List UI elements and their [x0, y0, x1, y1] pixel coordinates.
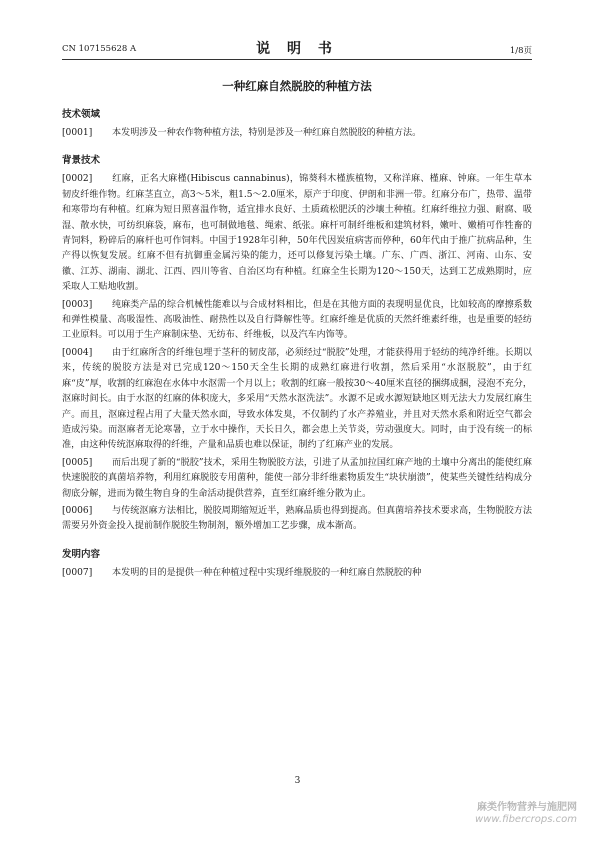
section-background-art [62, 154, 532, 534]
section-heading: 背景技术 [62, 155, 101, 167]
paragraph-number: [0007] [62, 567, 93, 578]
paragraph-text: 纯麻类产品的综合机械性能难以与合成材料相比，但是在其他方面的表现明显优良，比如较高的摩擦系数和弹性模量、高吸湿性、高吸油性、耐热性以及自行降解性等。红麻纤维是优质的天然纤维素纤维，也是重要的轻纺工业原料。可以用于生产麻制床垫、无纺布、纤维板，以及汽车内饰等。 [62, 299, 532, 341]
paragraph [62, 172, 532, 295]
document-type-title: 说 明 书 [256, 41, 338, 57]
paragraph-text: 红麻，正名大麻槿(Hibiscus cannabinus)，锦葵科木槿族植物，又称洋麻、槿麻、钟麻。一年生草本韧皮纤维作物。红麻茎直立，高3～5米，粗1.5～2.0厘米，原产于印度、伊朗和非洲一带。红麻分布广，热带、温带和寒带均有种植。红麻为短日照喜温作物，适宜排水良好、土质疏松肥沃的沙壤土种植。红麻纤维拉力强、耐腐、吸湿、散水快，可纺织麻袋，麻布，也可制做地毯、绳索、纸张。麻杆可制纤维板和建筑材料，嫩叶、嫩梢可作牲畜的青饲料，粉碎后的麻杆也可作饲料。中国于1928年引种，50年代因炭疽病害而停种，60年代由于推广抗病品种，生产得以恢复发展。红麻不但有抗御重金属污染的能力，还可以修复污染土壤。广东、广西、浙江、河南、山东、安徽、江苏、湖南、湖北、江西、四川等省、自治区均有种植。红麻全生长期为120～150天，达到工艺成熟期时，应采取人工贴地收割。 [62, 174, 532, 293]
watermark-url: www.fibercrops.com [475, 814, 577, 825]
paragraph-text: 而后出现了新的“脱胶”技术，采用生物脱胶方法，引进了从孟加拉国红麻产地的土壤中分离出的能使红麻快速脱胶的真菌培养物，利用红麻脱胶专用菌种，能使一部分非纤维素物质发生“块状崩溃”，使某些关键性结构成分彻底分解，进而为微生物自身的生命活动提供营养，直至红麻纤维分散为止。 [62, 457, 532, 499]
paragraph-number: [0003] [62, 299, 93, 310]
paragraph-text: 与传统沤麻方法相比，脱胶周期缩短近半，熟麻品质也得到提高。但真菌培养技术要求高，生物脱胶方法需要另外资金投入提前制作脱胶生物制剂，额外增加工艺步骤，成本渐高。 [62, 505, 532, 532]
paragraph [62, 126, 532, 141]
paragraph-number: [0005] [62, 457, 93, 468]
watermark-name: 麻类作物营养与施肥网 [477, 802, 577, 813]
paragraph-text: 本发明涉及一种农作物种植方法，特别是涉及一种红麻自然脱胶的种植方法。 [112, 128, 422, 138]
paragraph [62, 566, 532, 581]
paragraph [62, 504, 532, 535]
paragraph [62, 346, 532, 454]
site-watermark [475, 802, 577, 826]
section-technical-field [62, 108, 532, 141]
publication-number: CN 107155628 A [62, 44, 137, 54]
document-body [62, 108, 532, 594]
page-number: 3 [294, 776, 301, 786]
header-divider [62, 59, 532, 60]
page-indicator: 1/8页 [509, 46, 532, 56]
paragraph-text: 由于红麻所含的纤维包埋于茎秆的韧皮部，必须经过“脱胶”处理，才能获得用于轻纺的纯净纤维。长期以来，传统的脱胶方法是对已完成120～150天全生长期的成熟红麻进行收割，然后采用“水沤脱胶”，由于红麻“皮”厚，收割的红麻泡在水体中水沤需一个月以上；收割的红麻一般按30～40厘米直径的捆绑成捆，浸泡不充分，沤麻时间长。由于水沤的红麻的体积庞大，多采用“天然水沤洗法”。水源不足或水源短缺地区则无法大力发展红麻生产。而且，沤麻过程占用了大量天然水面，导致水体发臭，不仅制约了水产养殖业，并且对天然水系和附近空气都会造成污染。而沤麻者无论寒暑，立于水中操作，天长日久，都会患上关节炎，劳动强度大。同时，由于没有统一的标准，由这种传统沤麻取得的纤维，产量和品质也难以保证，制约了红麻产业的发展。 [62, 347, 532, 451]
paragraph-number: [0002] [62, 174, 93, 185]
section-heading: 发明内容 [62, 548, 101, 560]
section-summary [62, 548, 532, 581]
paragraph-text: 本发明的目的是提供一种在种植过程中实现纤维脱胶的一种红麻自然脱胶的种 [112, 567, 422, 578]
paragraph [62, 298, 532, 344]
paragraph-number: [0001] [62, 128, 93, 138]
page-header [62, 38, 532, 58]
section-heading: 技术领域 [62, 109, 101, 120]
invention-title: 一种红麻自然脱胶的种植方法 [222, 79, 372, 93]
paragraph-number: [0006] [62, 505, 93, 516]
paragraph-number: [0004] [62, 347, 93, 358]
paragraph [62, 456, 532, 502]
